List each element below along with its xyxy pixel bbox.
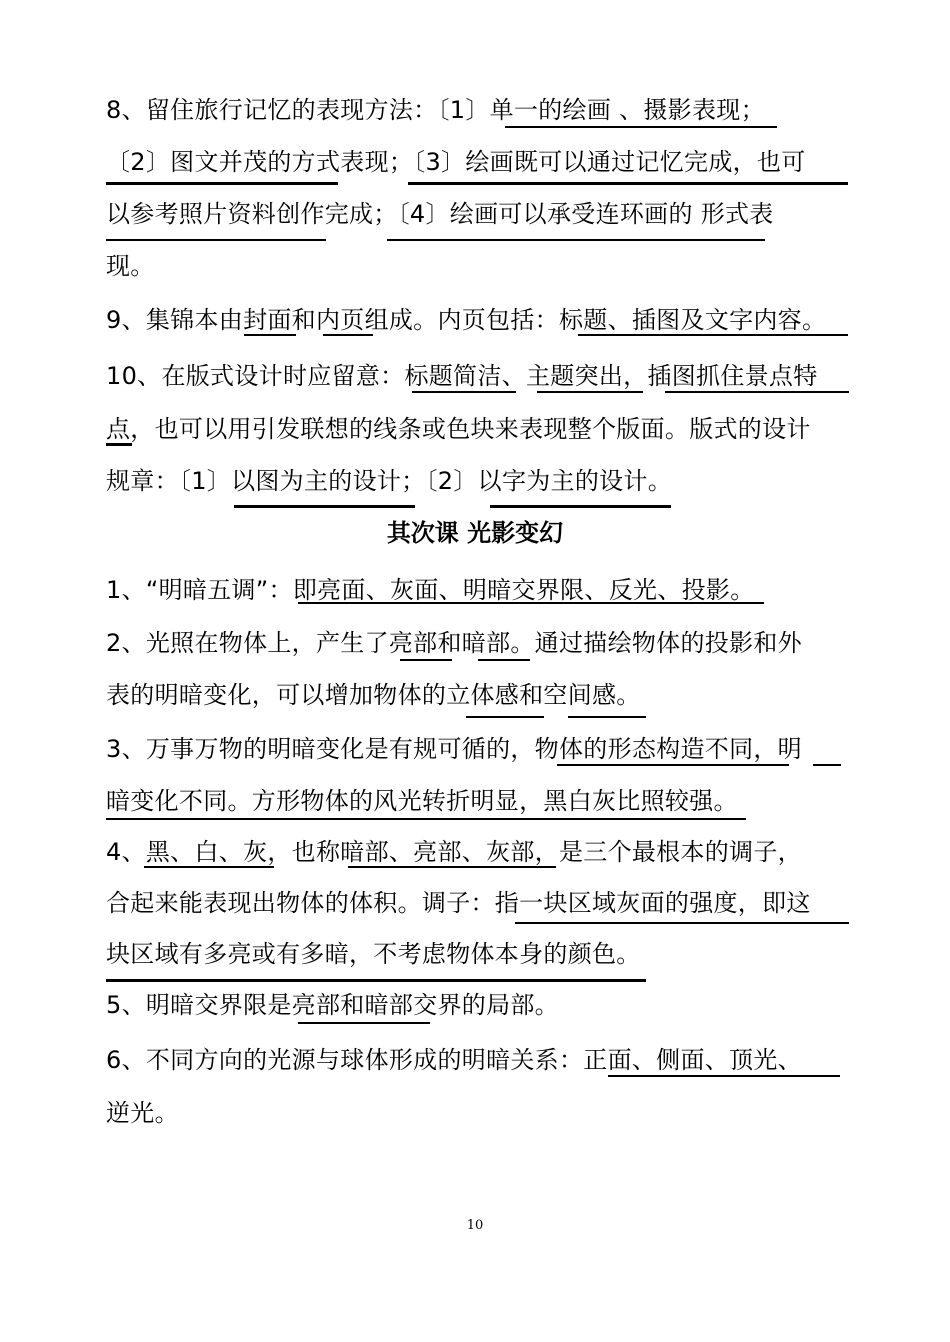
text-line: 4、黑、白、灰，也称暗部、亮部、灰部，是三个最根本的调子，	[106, 838, 802, 866]
text-line: 合起来能表现出物体的体积。调子：指一块区域灰面的强度，即这	[106, 889, 811, 917]
answer-underline	[234, 505, 415, 508]
text-line: 8、留住旅行记忆的表现方法：〔1〕单一的绘画 、摄影表现；	[106, 96, 765, 124]
text-line: 9、集锦本由封面和内页组成。内页包括：标题、插图及文字内容。	[106, 306, 827, 334]
answer-underline	[408, 182, 848, 185]
answer-underline	[106, 239, 326, 241]
text-line: 6、不同方向的光源与球体形成的明暗关系：正面、侧面、顶光、	[106, 1046, 802, 1074]
text-line: 〔2〕图文并茂的方式表现；〔3〕绘画既可以通过记忆完成，也可	[106, 148, 806, 176]
text-line: 暗变化不同。方形物体的风光转折明显，黑白灰比照较强。	[106, 787, 738, 815]
answer-underline	[298, 602, 764, 604]
text-line: 逆光。	[106, 1099, 179, 1127]
answer-underline	[298, 1022, 430, 1024]
answer-underline	[106, 443, 132, 446]
answer-underline	[387, 239, 765, 241]
page-number: 10	[466, 1218, 484, 1233]
answer-underline	[505, 126, 777, 128]
answer-underline	[323, 334, 373, 336]
answer-underline	[348, 866, 556, 868]
text-line: 块区域有多亮或有多暗，不考虑物体本身的颜色。	[106, 940, 641, 968]
answer-underline	[537, 391, 643, 393]
text-line: 1、“明暗五调”：即亮面、灰面、明暗交界限、反光、投影。	[106, 576, 755, 604]
answer-underline	[412, 391, 516, 393]
text-line: 现。	[106, 252, 155, 280]
answer-underline	[244, 334, 296, 336]
text-line: 5、明暗交界限是亮部和暗部交界的局部。	[106, 991, 559, 1019]
answer-underline	[608, 1075, 840, 1077]
answer-underline	[400, 659, 452, 661]
answer-underline	[568, 716, 646, 718]
text-line: 点，也可以用引发联想的线条或色块来表现整个版面。版式的设计	[106, 415, 811, 443]
answer-underline	[144, 866, 274, 868]
answer-underline	[106, 979, 646, 982]
answer-underline	[578, 334, 848, 336]
section-title: 其次课 光影变幻	[386, 519, 564, 547]
answer-underline	[478, 659, 530, 661]
answer-underline	[466, 716, 544, 718]
text-line: 10、在版式设计时应留意：标题简洁、主题突出，插图抓住景点特	[106, 362, 818, 390]
answer-underline	[490, 505, 671, 508]
answer-underline	[106, 818, 746, 820]
text-line: 表的明暗变化，可以增加物体的立体感和空间感。	[106, 681, 641, 709]
text-line: 3、万事万物的明暗变化是有规可循的，物体的形态构造不同，明	[106, 735, 802, 763]
answer-underline	[515, 922, 849, 924]
text-line: 规章：〔1〕以图为主的设计；〔2〕以字为主的设计。	[106, 467, 673, 495]
answer-underline	[557, 764, 789, 766]
text-line: 以参考照片资料创作完成；〔4〕绘画可以承受连环画的 形式表	[106, 200, 774, 228]
text-line: 2、光照在物体上，产生了亮部和暗部。通过描绘物体的投影和外	[106, 629, 802, 657]
answer-underline	[665, 391, 849, 393]
answer-underline	[813, 764, 841, 766]
answer-underline	[106, 182, 338, 185]
